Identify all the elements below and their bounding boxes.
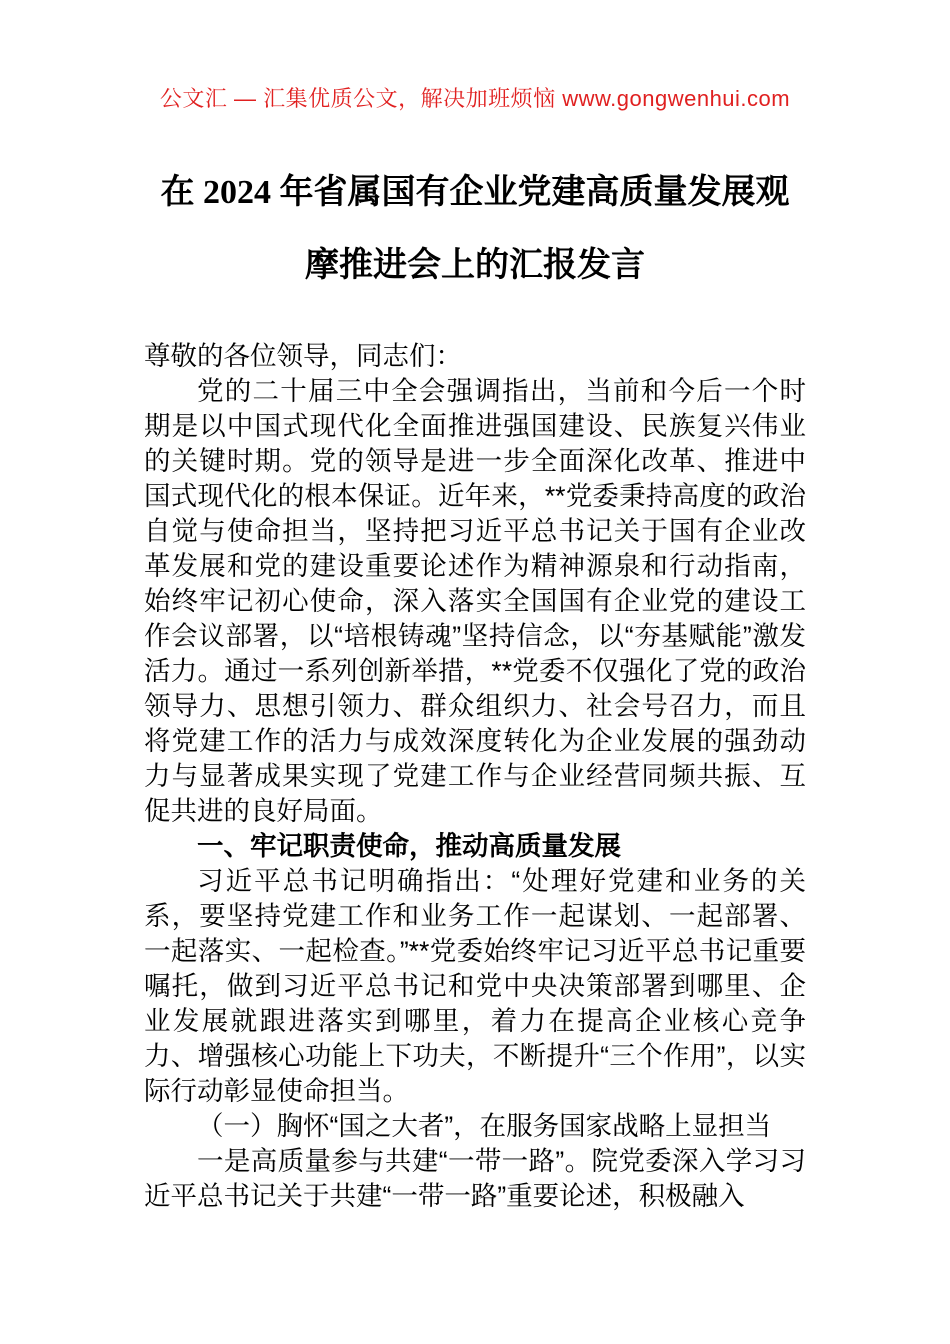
subsection-heading-1-1: （一）胸怀“国之大者”，在服务国家战略上显担当 [197,1111,772,1141]
document-title [125,156,825,302]
section-heading-1: 一、牢记职责使命，推动高质量发展 [197,831,621,861]
salutation: 尊敬的各位领导，同志们： [144,341,462,371]
paragraph-subsection-1-1: 一是高质量参与共建“一带一路”。院党委深入学习习近平总书记关于共建“一带一路”重要论述，积极融入 [144,1146,806,1211]
site-promo-banner: 公文汇 — 汇集优质公文，解决加班烦恼 www.gongwenhui.com [159,86,791,111]
document-title-line-2: 摩推进会上的汇报发言 [305,247,645,284]
document-title-line-1: 在 2024 年省属国有企业党建高质量发展观 [160,174,790,211]
document-body [144,339,806,1214]
paragraph-intro: 党的二十届三中全会强调指出，当前和今后一个时期是以中国式现代化全面推进强国建设、民族复兴伟业的关键时期。党的领导是进一步全面深化改革、推进中国式现代化的根本保证。近年来，**党委秉持高度的政治自觉与使命担当，坚持把习近平总书记关于国有企业改革发展和党的建设重要论述作为精神源泉和行动指南，始终牢记初心使命，深入落实全国国有企业党的建设工作会议部署，以“培根铸魂”坚持信念，以“夯基赋能”激发活力。通过一系列创新举措，**党委不仅强化了党的政治领导力、思想引领力、群众组织力、社会号召力，而且将党建工作的活力与成效深度转化为企业发展的强劲动力与显著成果实现了党建工作与企业经营同频共振、互促共进的良好局面。 [144,376,806,826]
paragraph-section-1: 习近平总书记明确指出：“处理好党建和业务的关系，要坚持党建工作和业务工作一起谋划、一起部署、一起落实、一起检查。”**党委始终牢记习近平总书记重要嘱托，做到习近平总书记和党中央决策部署到哪里、企业发展就跟进落实到哪里，着力在提高企业核心竞争力、增强核心功能上下功夫，不断提升“三个作用”，以实际行动彰显使命担当。 [144,866,806,1106]
